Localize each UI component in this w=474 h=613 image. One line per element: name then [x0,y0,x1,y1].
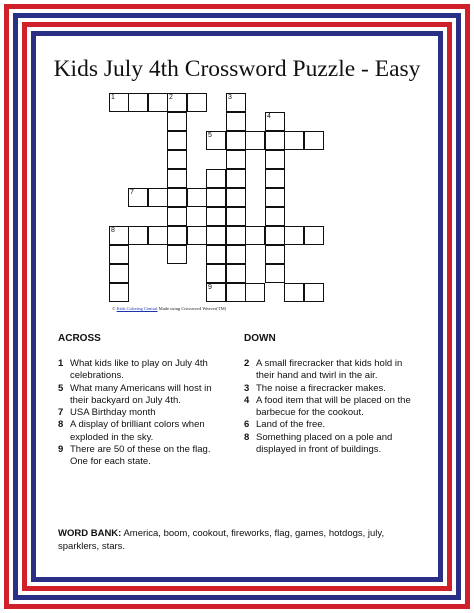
grid-cell[interactable] [167,188,187,207]
grid-cell[interactable] [265,112,285,131]
clue-item [244,395,414,420]
grid-cell-number: 8 [111,227,115,234]
grid-cell[interactable] [148,93,168,112]
credit-link[interactable]: Kids Coloring Central [116,306,158,311]
grid-cell[interactable] [226,93,246,112]
grid-cell[interactable] [226,264,246,283]
grid-cell[interactable] [128,93,148,112]
grid-cell[interactable] [226,207,246,226]
grid-cell[interactable] [187,93,207,112]
grid-cell[interactable] [167,207,187,226]
grid-cell[interactable] [226,245,246,264]
clue-text: USA Birthday month [70,407,156,419]
grid-cell-number: 1 [111,94,115,101]
word-bank [58,528,418,553]
clue-number: 2 [244,358,250,369]
grid-cell[interactable] [167,150,187,169]
grid-cell[interactable] [226,169,246,188]
grid-cell[interactable] [206,283,226,302]
page-title: Kids July 4th Crossword Puzzle - Easy [53,56,421,82]
grid-cell[interactable] [128,188,148,207]
clue-number: 9 [58,444,64,456]
grid-cell-number: 3 [228,94,232,101]
grid-cell[interactable] [187,226,207,245]
clue-item [244,383,414,395]
clue-text: What kids like to play on July 4th celebrations. [70,358,208,382]
clue-text: Something placed on a pole and displayed in front of buildings. [256,431,393,456]
clue-text: What many Americans will host in their backyard on July 4th. [70,382,212,406]
grid-cell[interactable] [304,226,324,245]
clue-item [58,419,228,444]
grid-cell-number: 2 [169,94,173,101]
credit-text: Made using Crossword Weaver(TM) [157,306,227,311]
grid-cell[interactable] [304,283,324,302]
clue-item [58,444,228,469]
grid-cell[interactable] [206,207,226,226]
clue-item [244,358,414,383]
clue-text: There are 50 of these on the flag. One for each state. [70,444,211,468]
clue-text: A display of brilliant colors when exploded in the sky. [70,419,205,443]
grid-cell[interactable] [206,264,226,283]
across-heading: ACROSS [58,333,101,344]
grid-cell[interactable] [304,131,324,150]
grid-cell[interactable] [167,93,187,112]
clue-number: 8 [58,419,64,431]
grid-cell-number: 9 [208,284,212,291]
clue-number: 3 [244,382,250,394]
clue-item [58,407,228,419]
grid-cell[interactable] [167,245,187,264]
clue-text: A small firecracker that kids hold in their hand and twirl in the air. [256,358,403,382]
grid-cell[interactable] [206,226,226,245]
word-bank-label: WORD BANK: [58,528,122,539]
grid-cell[interactable] [109,93,129,112]
grid-cell[interactable] [265,169,285,188]
grid-cell[interactable] [226,112,246,131]
clue-text: The noise a firecracker makes. [256,382,386,394]
clue-number: 7 [58,407,64,419]
grid-cell[interactable] [226,283,246,302]
clue-number: 6 [244,419,250,431]
grid-cell[interactable] [245,131,265,150]
grid-cell[interactable] [206,169,226,188]
grid-cell[interactable] [284,283,304,302]
clue-text: A food item that will be placed on the barbecue for the cookout. [256,394,411,419]
grid-cell[interactable] [167,112,187,131]
across-clue-list [58,358,228,469]
grid-cell-number: 5 [208,132,212,139]
clue-number: 8 [244,431,250,443]
grid-cell[interactable] [265,226,285,245]
clue-number: 4 [244,394,250,406]
grid-cell[interactable] [265,131,285,150]
clue-number: 5 [58,382,64,394]
down-clue-list [244,358,414,456]
grid-cell-number: 7 [130,189,134,196]
grid-cell[interactable] [245,283,265,302]
grid-cell[interactable] [245,226,265,245]
grid-cell[interactable] [265,207,285,226]
grid-cell[interactable] [109,226,129,245]
clue-item [58,358,228,383]
grid-cell[interactable] [167,169,187,188]
grid-cell[interactable] [206,245,226,264]
grid-cell[interactable] [109,245,129,264]
down-heading: DOWN [244,333,276,344]
grid-cell[interactable] [226,150,246,169]
grid-cell[interactable] [206,131,226,150]
grid-cell[interactable] [109,264,129,283]
grid-cell[interactable] [284,226,304,245]
clue-item [58,383,228,408]
word-bank-words: America, boom, cookout, fireworks, flag, games, hotdogs, july, sparklers, stars. [58,528,385,552]
grid-cell[interactable] [226,226,246,245]
grid-cell[interactable] [148,226,168,245]
clue-text: Land of the free. [256,419,326,431]
grid-cell[interactable] [265,150,285,169]
grid-cell[interactable] [187,188,207,207]
grid-cell[interactable] [148,188,168,207]
grid-cell[interactable] [167,226,187,245]
grid-cell[interactable] [265,188,285,207]
grid-cell[interactable] [206,188,226,207]
grid-cell[interactable] [265,245,285,264]
credit-line: © Kids Coloring Central Made using Crossword Weaver(TM) [112,306,227,311]
grid-cell[interactable] [284,131,304,150]
grid-cell-number: 4 [267,113,271,120]
clue-item [244,419,414,431]
grid-cell[interactable] [167,131,187,150]
clue-item [244,432,414,457]
grid-cell[interactable] [265,264,285,283]
clue-number: 1 [58,358,64,369]
grid-cell[interactable] [226,188,246,207]
grid-cell[interactable] [109,283,129,302]
grid-cell[interactable] [226,131,246,150]
grid-cell[interactable] [128,226,148,245]
